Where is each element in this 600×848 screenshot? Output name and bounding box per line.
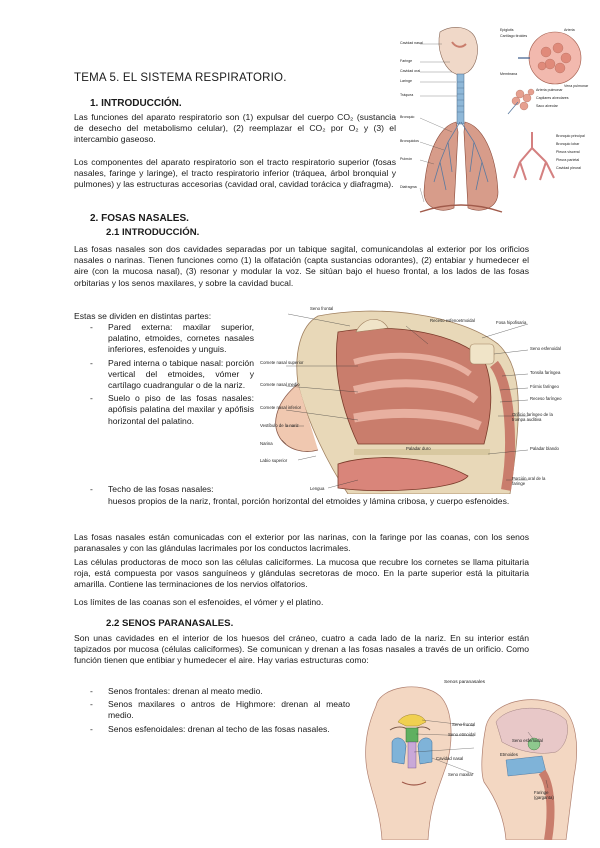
fig1-label: Tráquea (400, 93, 414, 97)
fig3-label: Seno frontal (452, 722, 476, 727)
section-2-paragraph-3: Las células productoras de moco son las células caliciformes. La mucosa que recubre los cornetes se llama pituitaria roja, está compuesta por vasos sanguíneos y glándulas secretoras de moco. En la parte superior está la pituitaria amarilla. Contiene las terminaciones de los nervios olfatorios. (74, 557, 529, 590)
section-2-1-heading: 2.1 INTRODUCCIÓN. (106, 227, 200, 238)
section-1-paragraph-2: Los componentes del aparato respiratorio son el tracto respiratorio superior (fosas nasales, faringe y laringe), el tracto respiratorio inferior (tráquea, árbol bronquial y pulmones) y las estructuras accesorias (cavidad oral, cavidad torácica y diafragma). (74, 157, 396, 190)
section-1-paragraph-1: Las funciones del aparato respiratorio son (1) expulsar del cuerpo CO₂ (sustancia de desecho del metabolismo celular), (2) reemplazar el CO₂ por O₂ y (3) el intercambio gaseoso. (74, 112, 396, 145)
list-item: - Senos maxilares o antros de Highmore: drenan al meato medio. (82, 699, 350, 721)
fig1-label: Diafragma (400, 185, 417, 189)
fig2-label: Receso faríngeo (530, 396, 562, 401)
fig2-label: Seno esfenoidal (530, 346, 561, 351)
section-1-heading: 1. INTRODUCCIÓN. (90, 98, 182, 109)
fig1-label: Cartílago tiroides (500, 34, 528, 38)
fig2-label: Seno frontal (310, 306, 334, 311)
list-item: - Pared interna o tabique nasal: porción vertical del etmoides, vómer y cartílago cuadrangular o de la nariz. (82, 358, 254, 392)
nasal-roof-item (82, 484, 272, 495)
fig2-label: Paladar blando (530, 446, 559, 451)
respiratory-system-illustration (400, 22, 596, 230)
fig2-label: Narina (260, 441, 273, 446)
fig1-label: Capilares alveolares (536, 96, 569, 100)
section-2-paragraph-4: Los límites de las coanas son el esfenoides, el vómer y el platino. (74, 597, 324, 607)
nasal-cavity-illustration (258, 304, 561, 494)
nasal-parts-list (82, 322, 254, 427)
fig3-label: Seno esfenoidal (512, 738, 543, 743)
page-title: TEMA 5. EL SISTEMA RESPIRATORIO. (74, 72, 287, 84)
fig3-label: Seno etmoidal (448, 732, 476, 737)
section-2-2-paragraph: Son unas cavidades en el interior de los huesos del cráneo, cuatro a cada lado de la nariz. En su interior están tapizados por mucosa (células caliciformes). Se comunican y drenan a las fosas nasales a través de un orificio. Como función tienen que entibiar y humedecer el aire. Hay varias estructuras como: (74, 633, 529, 666)
section-2-paragraph-2: Las fosas nasales están comunicadas con el exterior por las narinas, con la faringe por las coanas, con los senos paranasales y con las glándulas lacrimales por los conductos lacrimales. (74, 532, 529, 554)
figure-respiratory-system (400, 22, 596, 230)
section-2-paragraph-1: Las fosas nasales son dos cavidades separadas por un tabique sagital, comunicandolas al exterior por los orificios nasales o narinas. Tienen funciones como (1) la olfatación (capta sustancias odorantes), (2) entabiar y humedecer el aire (con la mucosa nasal), (3) resonar y modular la voz. Se sitúan bajo el hueso frontal, a los lados de las fosas orbitarias y los senos maxilares, y sobre la cavidad bucal. (74, 244, 529, 288)
nasal-roof-detail: huesos propios de la nariz, frontal, porción horizontal del etmoides y lámina cribosa, y cuerpo esfenoides. (108, 496, 510, 506)
fig1-label: Bronquio lobar (556, 142, 580, 146)
fig2-label: Fosa hipofisaria (496, 320, 527, 325)
fig1-label: Pleura visceral (556, 150, 580, 154)
fig2-label: Vestíbulo de la nariz (260, 423, 299, 428)
figure-paranasal-sinuses (356, 676, 584, 840)
fig2-label: Cornete nasal medio (260, 382, 300, 387)
fig2-label: Receso esfenoetmoidal (430, 318, 475, 323)
fig1-label: Pulmón (400, 157, 413, 161)
fig1-label: Arteria pulmonar (536, 88, 563, 92)
fig2-label: Porción oral de la faringe (512, 476, 546, 486)
fig3-label: Seno maxilar (448, 772, 474, 777)
section-2-heading: 2. FOSAS NASALES. (90, 213, 189, 224)
fig1-label: Membrana (500, 72, 518, 76)
fig1-label: Vena pulmonar (564, 84, 589, 88)
fig2-label: Fórnix faríngeo (530, 384, 559, 389)
fig2-label: Cornete nasal superior (260, 360, 304, 365)
fig1-label: Epiglotis (500, 28, 514, 32)
figure-nasal-cavity (258, 304, 562, 494)
sinus-list (82, 686, 350, 735)
list-item: - Senos esfenoidales: drenan al techo de las fosas nasales. (82, 724, 350, 735)
fig3-label: Etmoides (500, 752, 518, 757)
fig1-label: Cavidad pleural (556, 166, 581, 170)
paranasal-sinuses-illustration (356, 676, 584, 840)
fig3-label: Cavidad nasal (436, 756, 464, 761)
fig2-label: Tonsila faríngea (530, 370, 561, 375)
fig2-label: Labio superior (260, 458, 288, 463)
fig1-label: Saco alveolar (536, 104, 558, 108)
fig1-label: Cavidad oral (400, 69, 421, 73)
fig3-label: Faringe (garganta) (534, 790, 554, 800)
fig1-label: Arteria (564, 28, 575, 32)
list-item: - Pared externa: maxilar superior, palatino, etmoides, cornetes nasales inferiores, esfenoides y unguis. (82, 322, 254, 356)
fig2-label: Cornete nasal inferior (260, 405, 302, 410)
section-2-list-intro: Estas se dividen en distintas partes: (74, 311, 212, 321)
fig3-title: Senos paranasales (444, 680, 486, 685)
fig1-label: Bronquio principal (556, 134, 585, 138)
fig1-label: Faringe (400, 59, 413, 63)
fig1-label: Cavidad nasal (400, 41, 423, 45)
section-2-2-heading: 2.2 SENOS PARANASALES. (106, 618, 234, 629)
list-item: - Techo de las fosas nasales: (82, 484, 272, 495)
fig2-label: Lengua (310, 486, 325, 491)
fig2-label: Paladar duro (406, 446, 431, 451)
fig1-label: Bronquio (400, 115, 415, 119)
fig1-label: Bronquiolos (400, 139, 419, 143)
fig1-label: Pleura parietal (556, 158, 580, 162)
fig1-label: Laringe (400, 79, 412, 83)
fig2-label: Orificio faríngeo de la trompa auditiva (512, 412, 553, 422)
list-item: - Suelo o piso de las fosas nasales: apófisis palatina del maxilar y apófisis horizontal del palatino. (82, 393, 254, 427)
list-item: - Senos frontales: drenan al meato medio. (82, 686, 350, 697)
